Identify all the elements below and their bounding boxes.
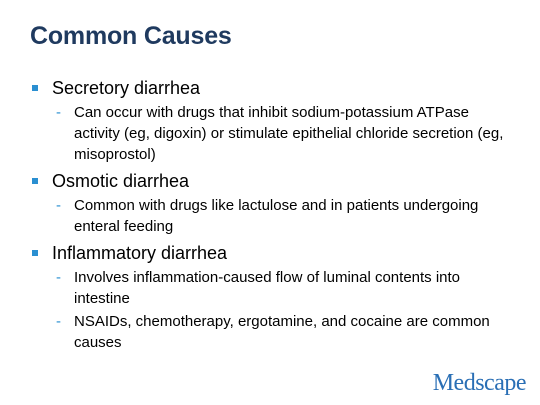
square-bullet-icon [32, 85, 38, 91]
bullet-list [32, 76, 522, 357]
sub-bullet-text: Common with drugs like lactulose and in patients undergoing enteral feeding [74, 197, 479, 235]
dash-bullet-icon: - [56, 269, 61, 286]
square-bullet-icon [32, 250, 38, 256]
sub-bullet-text: Can occur with drugs that inhibit sodium-potassium ATPase activity (eg, digoxin) or stimulate epithelial chloride secretion (eg, misoprostol) [74, 104, 504, 163]
sub-bullet-item [56, 102, 522, 165]
dash-bullet-icon: - [56, 104, 61, 121]
bullet-text: Osmotic diarrhea [52, 171, 190, 191]
dash-bullet-icon: - [56, 313, 61, 330]
bullet-text: Secretory diarrhea [52, 78, 201, 98]
bullet-text: Inflammatory diarrhea [52, 243, 228, 263]
square-bullet-icon [32, 178, 38, 184]
sub-bullet-item [56, 267, 522, 309]
sub-bullet-item [56, 195, 522, 237]
slide-title: Common Causes [30, 22, 232, 50]
dash-bullet-icon: - [56, 197, 61, 214]
sub-bullet-text: NSAIDs, chemotherapy, ergotamine, and cocaine are common causes [74, 313, 490, 351]
sub-bullet-item [56, 311, 522, 353]
medscape-logo: Medscape [432, 370, 526, 396]
sub-bullet-text: Involves inflammation-caused flow of luminal contents into intestine [74, 269, 461, 307]
bullet-item-inflammatory [32, 241, 522, 353]
bullet-item-osmotic [32, 169, 522, 237]
bullet-item-secretory [32, 76, 522, 165]
